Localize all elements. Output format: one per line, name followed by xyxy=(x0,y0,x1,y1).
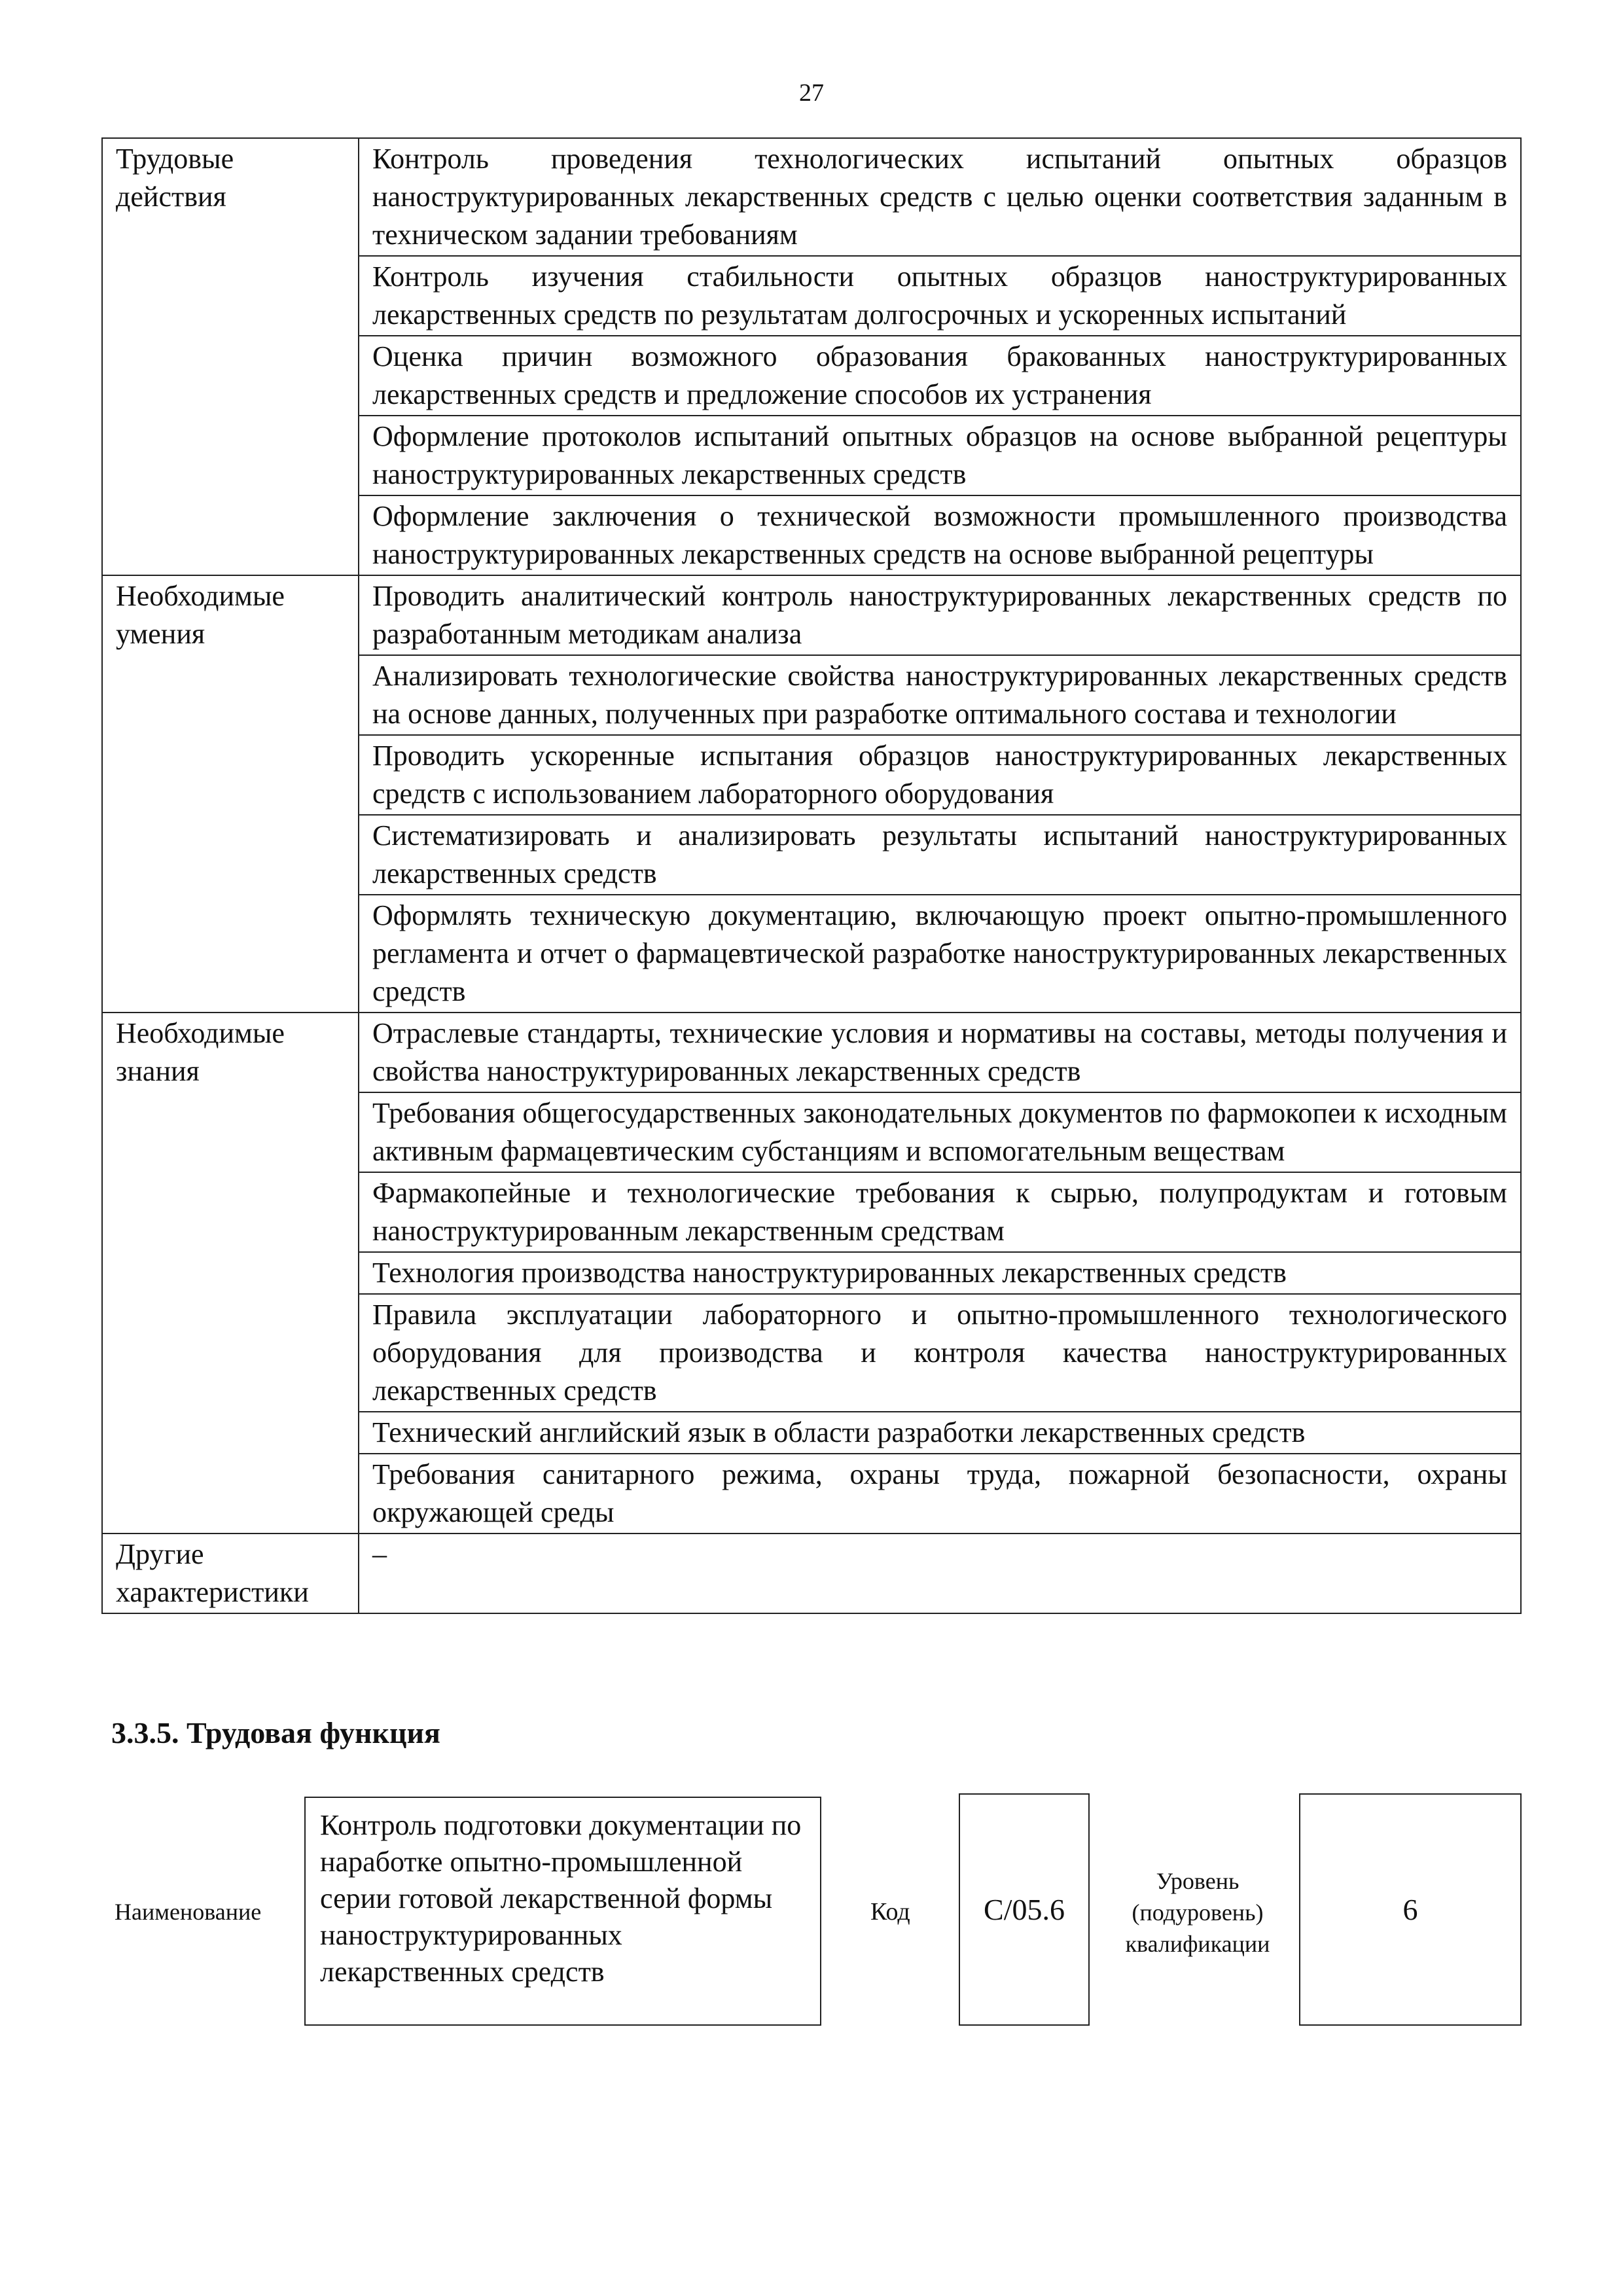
code-label: Код xyxy=(870,1898,910,1926)
category-cell-required-skills: Необходимые умения xyxy=(102,575,359,1013)
list-item: Технология производства наноструктурированных лекарственных средств xyxy=(359,1252,1521,1294)
list-item: Фармакопейные и технологические требования к сырью, полупродуктам и готовым наноструктурированным лекарственным средствам xyxy=(359,1172,1521,1252)
qualification-level-label: Уровень (подуровень) квалификации xyxy=(1125,1868,1270,1957)
list-item: Оформление протоколов испытаний опытных образцов на основе выбранной рецептуры наноструктурированных лекарственных средств xyxy=(359,416,1521,495)
list-item: Оценка причин возможного образования бракованных наноструктурированных лекарственных средств и предложение способов их устранения xyxy=(359,336,1521,416)
list-item: Требования общегосударственных законодательных документов по фармокопеи к исходным активным фармацевтическим субстанциям и вспомогательным веществам xyxy=(359,1092,1521,1172)
section-title: 3.3.5. Трудовая функция xyxy=(111,1716,440,1749)
list-item: Требования санитарного режима, охраны труда, пожарной безопасности, охраны окружающей среды xyxy=(359,1454,1521,1534)
table-row xyxy=(102,575,1521,655)
list-item: Контроль изучения стабильности опытных образцов наноструктурированных лекарственных средств по результатам долгосрочных и ускоренных испытаний xyxy=(359,256,1521,336)
table-row xyxy=(102,1534,1521,1613)
code-value-box: C/05.6 xyxy=(959,1793,1090,2026)
name-label: Наименование xyxy=(115,1899,262,1925)
list-item: – xyxy=(359,1534,1521,1613)
list-item: Отраслевые стандарты, технические условия и нормативы на составы, методы получения и свойства наноструктурированных лекарственных средств xyxy=(359,1013,1521,1092)
page-number: 27 xyxy=(799,79,824,107)
list-item: Анализировать технологические свойства наноструктурированных лекарственных средств на основе данных, полученных при разработке оптимального состава и технологии xyxy=(359,655,1521,735)
table-row xyxy=(102,1013,1521,1092)
list-item: Проводить ускоренные испытания образцов наноструктурированных лекарственных средств с использованием лабораторного оборудования xyxy=(359,735,1521,815)
competency-table xyxy=(101,137,1522,1614)
name-value-box: Контроль подготовки документации по наработке опытно-промышленной серии готовой лекарственной формы наноструктурированных лекарственных средств xyxy=(304,1797,821,2026)
table-row xyxy=(102,138,1521,256)
qualification-level-value-box: 6 xyxy=(1299,1793,1522,2026)
category-cell-required-knowledge: Необходимые знания xyxy=(102,1013,359,1534)
category-cell-labor-actions: Трудовые действия xyxy=(102,138,359,575)
list-item: Технический английский язык в области разработки лекарственных средств xyxy=(359,1412,1521,1454)
list-item: Оформление заключения о технической возможности промышленного производства наноструктурированных лекарственных средств на основе выбранной рецептуры xyxy=(359,495,1521,575)
list-item: Правила эксплуатации лабораторного и опытно-промышленного технологического оборудования для производства и контроля качества наноструктурированных лекарственных средств xyxy=(359,1294,1521,1412)
list-item: Систематизировать и анализировать результаты испытаний наноструктурированных лекарственных средств xyxy=(359,815,1521,895)
category-cell-other-characteristics: Другие характеристики xyxy=(102,1534,359,1613)
list-item: Проводить аналитический контроль наноструктурированных лекарственных средств по разработанным методикам анализа xyxy=(359,575,1521,655)
list-item: Оформлять техническую документацию, включающую проект опытно-промышленного регламента и отчет о фармацевтической разработке наноструктурированных лекарственных средств xyxy=(359,895,1521,1013)
list-item: Контроль проведения технологических испытаний опытных образцов наноструктурированных лекарственных средств с целью оценки соответствия заданным в техническом задании требованиям xyxy=(359,138,1521,256)
